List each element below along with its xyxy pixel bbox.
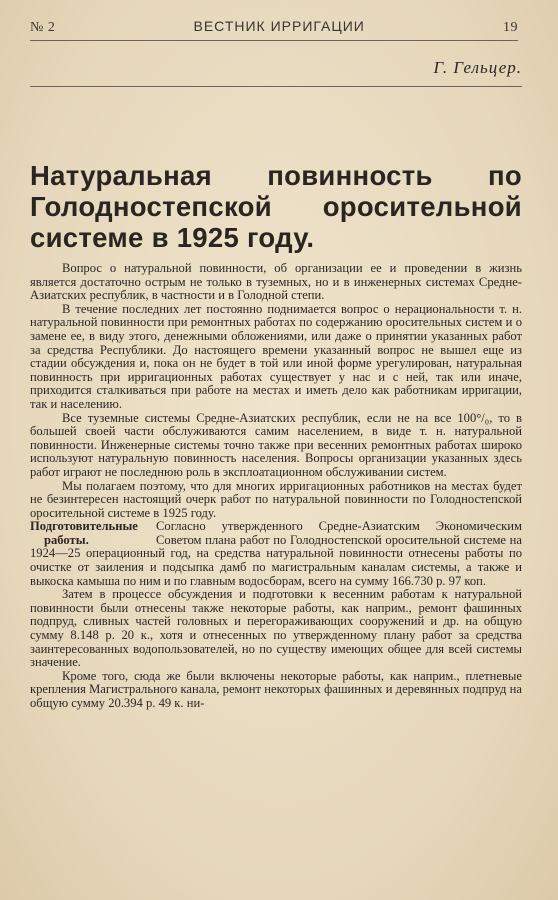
side-heading (30, 520, 150, 547)
article-body (30, 262, 522, 711)
paragraph: Вопрос о натуральной повинности, об организации ее и проведении в жизнь является достаточно острым не только в туземных, но и в инженерных системах Средне-Азиатских республик, в частности и в Голодной степи. (30, 261, 522, 303)
article-title: Натуральная повинность по Голодностепской оросительной системе в 1925 году. (30, 160, 522, 253)
paragraph: Согласно утвержденного Средне-Азиатским Экономическим Советом плана работ по Голодностепской оросительной системе на 1924—25 операционный год, на средства натуральной повинности отнесены работы по очистке от заиления и подсыпка дамб по магистральным каналам системы, а также и выкоска камыша по ним и по главным водосборам, всего на сумму 166.730 р. 97 коп. (30, 519, 522, 588)
paragraph: Затем в процессе обсуждения и подготовки к весенним работам к натуральной повинности были отнесены также некоторые работы, как наприм., ремонт фашинных подпруд, сливных частей головных и перегораживающих сооружений и др. на общую сумму 8.148 р. 20 к., хотя и отнесенных по утвержденному плану работ за средства заинтересованных водопользователей, но по существу имеющих общее для всей системы значение. (30, 587, 522, 670)
author-rule (30, 86, 522, 87)
header-rule (30, 40, 518, 41)
journal-title: ВЕСТНИК ИРРИГАЦИИ (193, 18, 365, 34)
side-heading-line2: работы. (44, 532, 89, 547)
paragraph: В течение последних лет постоянно поднимается вопрос о нерациональности т. н. натуральной повинности при ремонтных работах по содержанию оросительных систем и о замене ее, в виду этого, денежными обложениями, или даже о принятии указанных работ за средства Республики. До настоящего времени указанный вопрос не вышел еще из стадии обсуждения и, пока он не будет в той или иной форме урегулирован, натуральная повинность при ирригационных работах существует у нас и с ней, так или иначе, приходится сталкиваться при работе на местах и иметь дело как работникам ирригации, так и населению. (30, 301, 522, 411)
paragraph: Все туземные системы Средне-Азиатских республик, если не на все 100°/₀, то в большей своей части обслуживаются самим населением, в виде т. н. натуральной повинности. Инженерные системы точно также при весенних ремонтных работах широко используют натуральную повинность населения. Вопросы организации указанных здесь работ играют не последнюю роль в эксплоатационном обслуживании систем. (30, 410, 522, 479)
page-number: 19 (503, 20, 518, 35)
side-heading-line1: Подготовительные (30, 519, 138, 534)
paragraph: Кроме того, сюда же были включены некоторые работы, как наприм., плетневые крепления Магистрального канала, ремонт некоторых фашинных и деревянных подпруд на общую сумму 20.394 р. 49 к. ни- (30, 668, 522, 710)
issue-number: № 2 (30, 20, 56, 35)
paragraph: Мы полагаем поэтому, что для многих ирригационных работников на местах будет не безинтересен настоящий очерк работ по натуральной повинности по Голодностепской оросительной системе в 1925 году. (30, 478, 522, 520)
section-preparatory-works (30, 520, 522, 588)
author-name: Г. Гельцер. (433, 58, 522, 77)
running-header (30, 18, 518, 36)
